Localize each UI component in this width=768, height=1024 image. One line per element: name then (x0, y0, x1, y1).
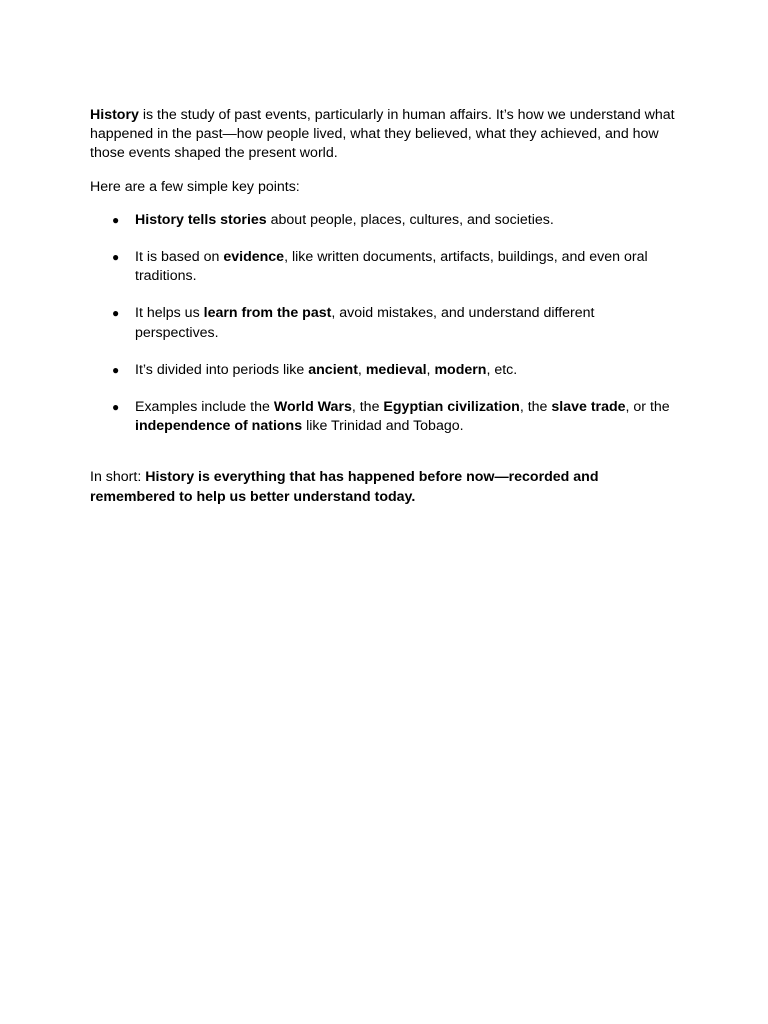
point-5-text-end: like Trinidad and Tobago. (302, 418, 464, 435)
list-item (90, 248, 680, 286)
summary-prefix: In short: (90, 469, 146, 486)
document-page (90, 106, 680, 507)
point-4-bold-ancient: ancient (308, 361, 358, 378)
point-5-sep-3: , or the (625, 399, 670, 416)
point-5-bold-egyptian: Egyptian civilization (383, 399, 520, 416)
point-3-bold: learn from the past (203, 305, 332, 322)
point-5-sep-1: , the (351, 399, 384, 416)
list-item (90, 211, 680, 230)
point-4-bold-medieval: medieval (365, 361, 427, 378)
point-3-text-b: , avoid mistakes, and understand different perspectives. (135, 305, 595, 341)
bullet-icon: ● (112, 362, 120, 377)
point-2-bold: evidence (223, 249, 285, 266)
point-2-text-b: , like written documents, artifacts, buildings, and even oral traditions. (135, 249, 648, 285)
point-4-sep-2: , (426, 361, 435, 378)
point-1-text: about people, places, cultures, and societies. (266, 211, 554, 228)
point-4-text-end: , etc. (486, 361, 518, 378)
key-points-list (90, 211, 680, 437)
list-item-text (135, 305, 595, 340)
list-item-text (135, 362, 517, 378)
intro-paragraph (90, 106, 680, 164)
summary-paragraph (90, 468, 680, 506)
summary-text: History is everything that has happened before now—recorded and remembered to help us better understand today. (90, 469, 599, 505)
point-4-sep-1: , (357, 361, 366, 378)
list-item (90, 304, 680, 342)
point-1-bold: History tells stories (135, 211, 267, 228)
point-2-text-a: It is based on (135, 249, 224, 266)
point-4-text-a: It’s divided into periods like (135, 361, 309, 378)
list-item (90, 398, 680, 436)
point-5-bold-independence: independence of nations (135, 418, 303, 435)
list-item-text (135, 399, 670, 434)
bullet-icon: ● (112, 400, 120, 415)
list-item-text (135, 249, 648, 284)
bullet-icon: ● (112, 212, 120, 227)
intro-text: is the study of past events, particularly in human affairs. It’s how we understand what happened in the past—how people lived, what they believed, what they achieved, and how those events shaped the present world. (90, 107, 675, 162)
list-item (90, 361, 680, 380)
bullet-icon: ● (112, 250, 120, 265)
intro-term: History (90, 107, 139, 123)
point-5-bold-slave-trade: slave trade (551, 399, 626, 416)
key-points-lead: Here are a few simple key points: (90, 178, 300, 195)
bullet-icon: ● (112, 306, 120, 321)
list-item-text (135, 212, 554, 228)
point-4-bold-modern: modern (434, 361, 487, 378)
point-5-bold-world-wars: World Wars (273, 399, 352, 416)
point-3-text-a: It helps us (135, 305, 204, 322)
point-5-sep-2: , the (519, 399, 552, 416)
point-5-text-a: Examples include the (135, 399, 274, 416)
